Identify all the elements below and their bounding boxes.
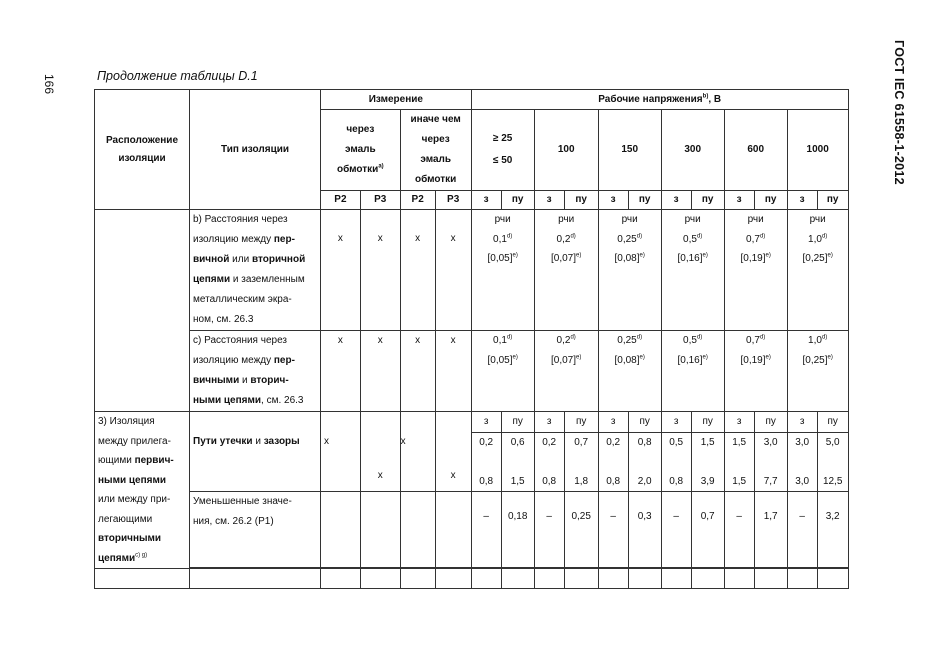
z-label: з [787,412,817,433]
location-cell-empty [95,331,190,412]
measurement-header: Измерение [321,90,472,110]
reduced-value: – [787,492,817,568]
empty-cell [435,492,471,568]
insulation-type-header: Тип изоляции [190,90,321,210]
z-header: з [534,191,564,210]
reduced-value: 1,7 [754,492,787,568]
row-b-mark: x [400,210,435,331]
empty-cell [471,569,501,589]
row-b-value: рчи 0,25$^{d)}$ $[0,08]^{e)}$ [598,210,661,331]
pu-header: пу [628,191,661,210]
creepage-value: 0,8 2,0 [628,432,661,492]
empty-cell [190,569,321,589]
z-header: з [598,191,628,210]
location-cell-empty [95,210,190,331]
row-c-mark: x [400,331,435,412]
location-header: Расположение изоляции [95,90,190,210]
empty-cell [628,569,661,589]
creepage-value: 0,2 0,8 [471,432,501,492]
empty-cell [360,569,400,589]
table-caption: Продолжение таблицы D.1 [97,69,258,83]
reduced-value: – [724,492,754,568]
row-b-value: рчи 0,7$^{d)}$ $[0,19]^{e)}$ [724,210,787,331]
row-3-location: 3) Изоляция между прилега- ющими первич- ными цепями или между при- легающими вторичными цепями$^{c) g)}$ [95,412,190,569]
empty-cell [321,412,361,433]
pu-header: пу [754,191,787,210]
voltage-1000: 1000 [787,110,848,191]
reduced-value: 0,7 [691,492,724,568]
creepage-value: 0,5 0,8 [661,432,691,492]
empty-cell [321,492,361,568]
creepage-value: 0,6 1,5 [501,432,534,492]
voltage-150: 150 [598,110,661,191]
pu-label: пу [564,412,598,433]
row-3-type-top [190,412,321,433]
row-c-value: 1,0$^{d)}$ $[0,25]^{e)}$ [787,331,848,412]
row-b-mark: x [435,210,471,331]
voltage-600: 600 [724,110,787,191]
row-b-mark: x [360,210,400,331]
reduced-values-description: Уменьшенные значе- ния, см. 26.2 (P1) [190,492,321,568]
row-3-type: Пути утечки и зазоры [190,432,321,492]
row-c-value: 0,25$^{d)}$ $[0,08]^{e)}$ [598,331,661,412]
pu-label: пу [817,412,848,433]
p3-header: P3 [360,191,400,210]
standard-designation: ГОСТ IEC 61558-1-2012 [892,40,906,185]
z-header: з [724,191,754,210]
insulation-table [94,89,849,589]
p2-header: P2 [400,191,435,210]
row-b-value: рчи 0,2$^{d)}$ $[0,07]^{e)}$ [534,210,598,331]
reduced-value: – [598,492,628,568]
p3-header: P3 [435,191,471,210]
voltage-100: 100 [534,110,598,191]
z-label: з [471,412,501,433]
row-c-mark: x [321,331,361,412]
empty-cell [564,569,598,589]
row-b-value: рчи 1,0$^{d)}$ $[0,25]^{e)}$ [787,210,848,331]
empty-cell [691,569,724,589]
empty-cell [400,492,435,568]
p2-header: P2 [321,191,361,210]
creepage-value: 1,5 1,5 [724,432,754,492]
reduced-value: – [661,492,691,568]
row-3-mark: x [360,432,400,492]
empty-cell [501,569,534,589]
row-3-mark: x [400,432,435,492]
pu-header: пу [817,191,848,210]
creepage-value: 0,2 0,8 [598,432,628,492]
empty-cell [400,569,435,589]
empty-cell [95,569,190,589]
creepage-value: 0,2 0,8 [534,432,564,492]
working-voltages-header: Рабочие напряжения$^{b)}$, В [471,90,848,110]
row-3-mark: x [435,432,471,492]
empty-cell [534,569,564,589]
voltage-25-50: ≥ 25 ≤ 50 [471,110,534,191]
row-b-value: рчи 0,5$^{d)}$ $[0,16]^{e)}$ [661,210,724,331]
row-3-mark: x [321,432,361,492]
z-header: з [471,191,501,210]
empty-cell [360,412,400,433]
empty-cell [400,412,435,433]
through-enamel-header: через эмаль обмотки$^{a)}$ [321,110,401,191]
row-c-mark: x [435,331,471,412]
creepage-value: 3,0 7,7 [754,432,787,492]
row-c-value: 0,2$^{d)}$ $[0,07]^{e)}$ [534,331,598,412]
empty-cell [321,569,361,589]
z-label: з [661,412,691,433]
creepage-value: 1,5 3,9 [691,432,724,492]
reduced-value: – [534,492,564,568]
z-header: з [787,191,817,210]
page-number: 166 [42,74,56,95]
row-b-value: рчи 0,1$^{d)}$ $[0,05]^{e)}$ [471,210,534,331]
pu-label: пу [754,412,787,433]
z-header: з [661,191,691,210]
empty-cell [787,569,817,589]
reduced-value: 0,25 [564,492,598,568]
row-b-mark: x [321,210,361,331]
creepage-value: 0,7 1,8 [564,432,598,492]
empty-cell [598,569,628,589]
reduced-value: 0,3 [628,492,661,568]
pu-header: пу [691,191,724,210]
row-c-value: 0,5$^{d)}$ $[0,16]^{e)}$ [661,331,724,412]
empty-cell [360,492,400,568]
reduced-value: 3,2 [817,492,848,568]
empty-cell [817,569,848,589]
z-label: з [598,412,628,433]
row-c-description: c) Расстояния через изоляцию между пер- вичными и вторич- ными цепями, см. 26.3 [190,331,321,412]
voltage-300: 300 [661,110,724,191]
z-label: з [724,412,754,433]
empty-cell [435,412,471,433]
pu-header: пу [501,191,534,210]
empty-cell [435,569,471,589]
creepage-value: 5,0 12,5 [817,432,848,492]
creepage-value: 3,0 3,0 [787,432,817,492]
reduced-value: – [471,492,501,568]
pu-header: пу [564,191,598,210]
empty-cell [661,569,691,589]
row-c-value: 0,7$^{d)}$ $[0,19]^{e)}$ [724,331,787,412]
empty-cell [724,569,754,589]
empty-cell [754,569,787,589]
pu-label: пу [501,412,534,433]
z-label: з [534,412,564,433]
reduced-value: 0,18 [501,492,534,568]
row-c-mark: x [360,331,400,412]
row-c-value: 0,1$^{d)}$ $[0,05]^{e)}$ [471,331,534,412]
pu-label: пу [691,412,724,433]
pu-label: пу [628,412,661,433]
other-than-enamel-header: иначе чем через эмаль обмотки [400,110,471,191]
row-b-description: b) Расстояния через изоляцию между пер- вичной или вторичной цепями и заземленным металлическим экра- ном, см. 26.3 [190,210,321,331]
